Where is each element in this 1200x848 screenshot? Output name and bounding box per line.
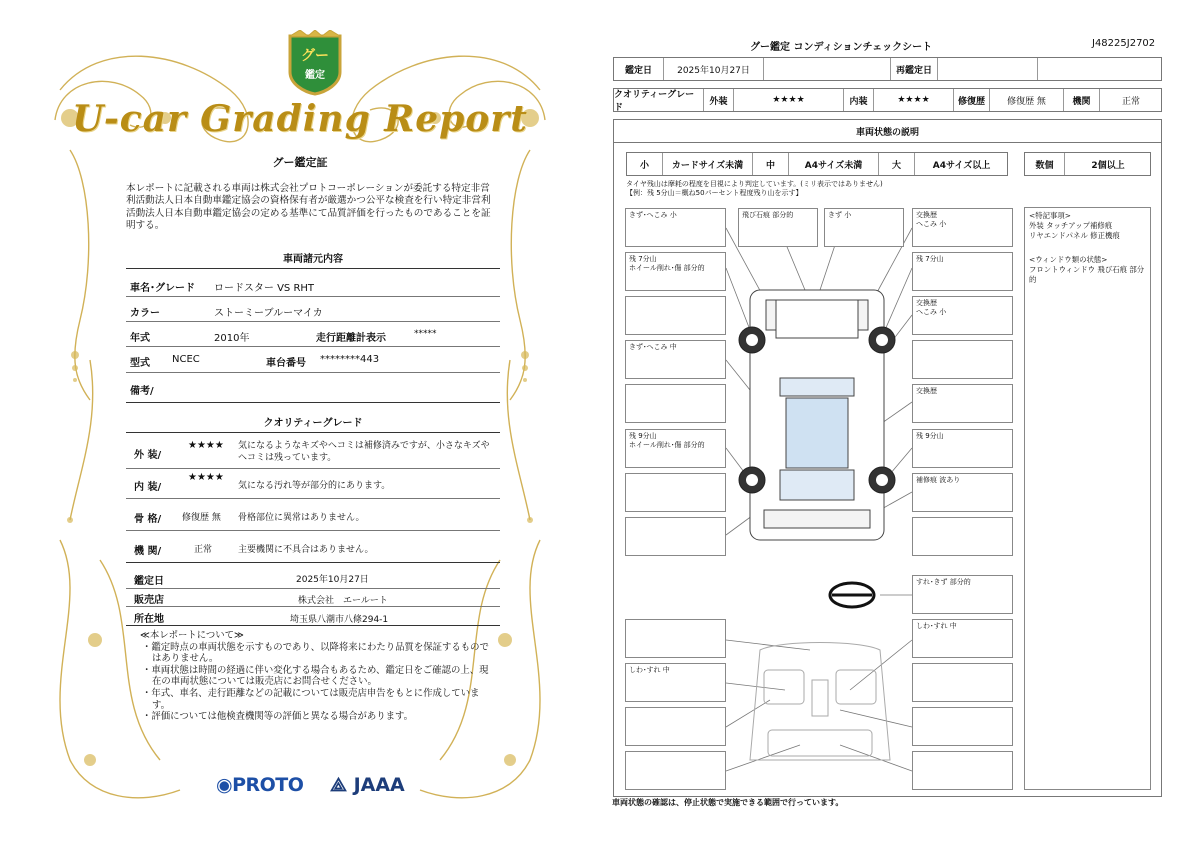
damage-box-right (912, 663, 1013, 702)
appraisal-date-value: 2025年10月27日 (296, 575, 369, 585)
damage-box-right: しわ･すれ 中 (912, 619, 1013, 658)
exterior-text: 気になるようなキズやヘコミは補修済みですが、小さなキズやヘコミは残っています。 (238, 441, 490, 463)
interior-label: 内 装/ (134, 482, 162, 493)
damage-box-right: 残 7分山 (912, 252, 1013, 291)
divider (126, 402, 500, 403)
divider (126, 498, 500, 499)
jaaa-logo (330, 774, 405, 796)
color-label: カラー (130, 308, 160, 319)
damage-box-right: すれ･きず 部分的 (912, 575, 1013, 614)
model-value: NCEC (172, 354, 200, 365)
certificate-body-text: 本レポートに記載される車両は株式会社プロトコーポレーションが委託する特定非営利活動法人日本自動車鑑定協会の資格保有者が厳選かつ公平な検査を行い特定非営利活動法人日本自動車鑑定協会の定める基準にて品質評価を行ったものであることを証明する。 (126, 183, 491, 232)
size-large-desc: A4サイズ以上 (932, 160, 991, 171)
shop-value: 株式会社 エールート (298, 596, 388, 606)
note-item: ・車両状態は時間の経過に伴い変化する場合もあるため、鑑定日をご確認の上、現在の車両状態については販売店にお問合せください。 (142, 664, 489, 688)
quality-section-title: クオリティーグレード (263, 418, 363, 429)
damage-box-left (625, 517, 726, 556)
reappraisal-date-label: 再鑑定日 (891, 58, 938, 80)
interior-text: 気になる汚れ等が部分的にあります。 (238, 481, 391, 491)
damage-box-right (912, 751, 1013, 790)
note-item: ・年式、車名、走行距離などの記載については販売店申告をもとに作成しています。 (142, 687, 480, 711)
note-item: ・鑑定時点の車両状態を示すものであり、以降将来にわたり品質を保証するものではありません。 (142, 641, 489, 665)
sheet-code: J48225J2702 (1092, 38, 1156, 49)
damage-box-left (625, 296, 726, 335)
remarks-label: 備考/ (130, 386, 154, 397)
empty-cell (1038, 58, 1162, 80)
divider (126, 625, 500, 626)
window-status-title: <ウィンドウ類の状態> (1029, 255, 1108, 264)
proto-mark-icon: ◉ (216, 774, 233, 796)
address-value: 埼玉県八潮市八條294-1 (290, 615, 389, 625)
chassis-value: ********443 (320, 354, 380, 365)
count-label: 数個 (1025, 153, 1065, 175)
special-note-item: 外装 タッチアップ補修痕 (1029, 221, 1113, 230)
chassis-label: 車台番号 (266, 358, 306, 369)
count-desc: 2個以上 (1091, 160, 1125, 171)
damage-box-left (625, 384, 726, 423)
damage-box-left (625, 619, 726, 658)
damage-box-right: 交換歴 (912, 384, 1013, 423)
report-script-title: U-car Grading Report (72, 98, 528, 140)
exterior-stars: ★★★★ (188, 440, 224, 451)
appraisal-date-label: 鑑定日 (614, 58, 664, 80)
name-label: 車名･グレード (130, 283, 195, 294)
divider (126, 530, 500, 531)
divider (126, 321, 500, 322)
size-small-desc: カードサイズ未満 (663, 153, 753, 175)
engine-value: 正常 (194, 545, 213, 555)
tire-note-line: タイヤ残山は摩耗の程度を目視により判定しています。(ミリ表示ではありません) (626, 180, 883, 188)
damage-box-top: 飛び石痕 部分的 (738, 208, 818, 247)
exterior-label: 外装 (704, 89, 734, 111)
footer-note: 車両状態の確認は、停止状態で実施できる範囲で行っています。 (612, 798, 844, 807)
quality-grade-label: クオリティーグレード (614, 89, 704, 111)
jaaa-mark-icon: ⟁ (330, 774, 347, 796)
frame-label: 骨 格/ (134, 514, 162, 525)
proto-logo-text: PROTO (232, 774, 304, 796)
size-large-label: 大 (879, 153, 915, 175)
damage-box-right: 残 9分山 (912, 429, 1013, 468)
damage-box-right: 補修痕 波あり (912, 473, 1013, 512)
size-small-label: 小 (627, 153, 663, 175)
year-value: 2010年 (214, 333, 250, 344)
divider (126, 588, 500, 589)
report-notes (140, 630, 490, 723)
notes-title: ≪本レポートについて≫ (140, 630, 244, 641)
divider (126, 346, 500, 347)
certificate-title: グー鑑定証 (272, 156, 328, 169)
appraisal-date-label: 鑑定日 (134, 576, 164, 587)
damage-box-left (625, 707, 726, 746)
interior-stars: ★★★★ (188, 472, 224, 483)
damage-box-left: 残 7分山 ホイール削れ･傷 部分的 (625, 252, 726, 291)
damage-box-left (625, 751, 726, 790)
note-item: ・評価については他検査機関等の評価と異なる場合があります。 (142, 711, 413, 723)
frame-value: 修復歴 無 (182, 513, 221, 523)
interior-stars: ★★★★ (874, 89, 954, 111)
damage-box-left: 残 9分山 ホイール削れ･傷 部分的 (625, 429, 726, 468)
address-label: 所在地 (134, 614, 164, 625)
damage-box-right (912, 340, 1013, 379)
svg-text:鑑定: 鑑定 (305, 70, 325, 81)
spec-section-title: 車両諸元内容 (283, 254, 343, 265)
frame-text: 骨格部位に異常はありません。 (238, 513, 365, 523)
name-value: ロードスター VS RHT (214, 283, 315, 294)
repair-history-value: 修復歴 無 (990, 89, 1064, 111)
condition-title: 車両状態の説明 (613, 119, 1162, 143)
divider (126, 296, 500, 297)
tire-note-line: 【例：残 5分山＝概ね50パーセント程度残り山を示す】 (626, 189, 803, 197)
damage-box-right (912, 707, 1013, 746)
mileage-label: 走行距離計表示 (316, 333, 386, 344)
proto-logo (216, 774, 303, 796)
engine-label: 機関 (1064, 89, 1100, 111)
repair-history-label: 修復歴 (954, 89, 990, 111)
divider (126, 432, 500, 433)
engine-text: 主要機関に不具合はありません。 (238, 545, 374, 555)
model-label: 型式 (130, 358, 150, 369)
count-legend (1024, 152, 1151, 176)
damage-box-right: 交換歴 へこみ 小 (912, 296, 1013, 335)
damage-box-left: きず･へこみ 小 (625, 208, 726, 247)
damage-box-left: きず･へこみ 中 (625, 340, 726, 379)
damage-box-left (625, 473, 726, 512)
damage-box-left: しわ･すれ 中 (625, 663, 726, 702)
divider (126, 268, 500, 269)
special-notes-box (1024, 207, 1151, 790)
interior-label: 内装 (844, 89, 874, 111)
svg-text:グー: グー (301, 48, 329, 64)
shop-label: 販売店 (134, 595, 164, 606)
size-medium-desc: A4サイズ未満 (789, 153, 879, 175)
engine-label: 機 関/ (134, 546, 162, 557)
damage-box-right: 交換歴 へこみ 小 (912, 208, 1013, 247)
divider (126, 372, 500, 373)
divider (126, 468, 500, 469)
damage-box-right (912, 517, 1013, 556)
special-note-item: リヤエンドパネル 修正機痕 (1029, 231, 1120, 240)
sheet-title: グー鑑定 コンディションチェックシート (750, 42, 933, 53)
mileage-value: ***** (414, 329, 437, 339)
special-notes-title: <特記事項> (1029, 211, 1071, 220)
engine-value: 正常 (1121, 96, 1140, 107)
size-medium-label: 中 (753, 153, 789, 175)
damage-box-top: きず 小 (824, 208, 904, 247)
divider (126, 562, 500, 563)
divider (126, 606, 500, 607)
year-label: 年式 (130, 333, 150, 344)
exterior-label: 外 装/ (134, 450, 162, 461)
color-value: ストーミーブルーマイカ (214, 308, 323, 319)
window-status-item: フロントウィンドウ 飛び石痕 部分的 (1029, 265, 1145, 284)
appraisal-date-value: 2025年10月27日 (664, 58, 764, 80)
goo-kantei-badge-icon (286, 30, 344, 96)
jaaa-logo-text: JAAA (353, 774, 405, 796)
exterior-stars: ★★★★ (734, 89, 844, 111)
